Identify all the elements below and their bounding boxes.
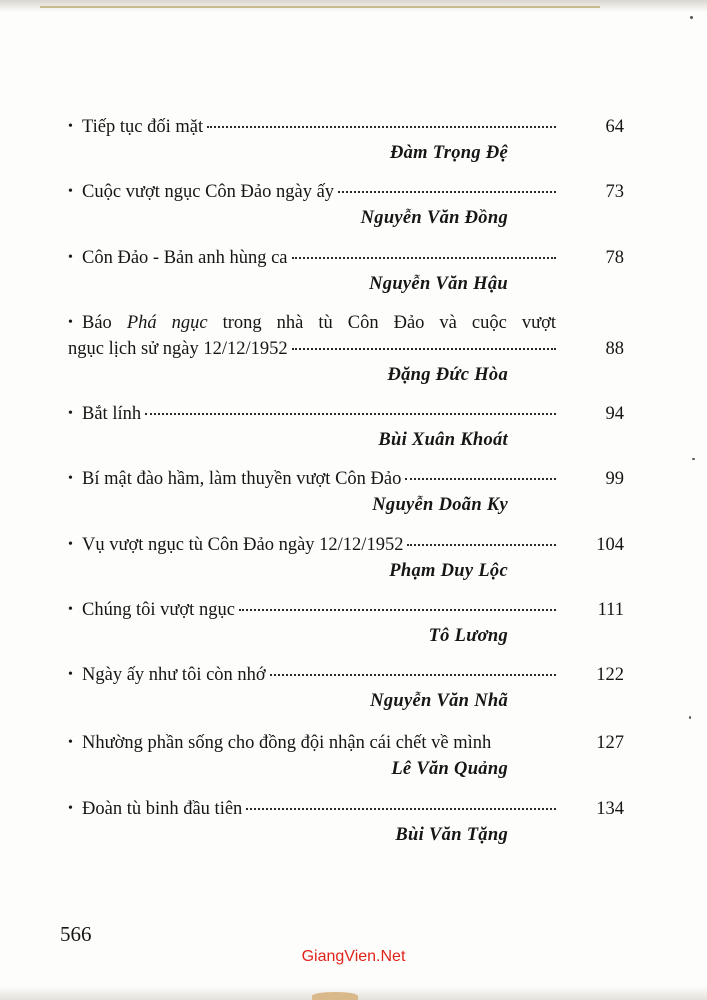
toc-title-part: ngục lịch sử ngày 12/12/1952 [68, 339, 288, 359]
toc-author: Phạm Duy Lộc [389, 561, 508, 581]
toc-author: Đặng Đức Hòa [387, 365, 508, 385]
dot-leader [407, 544, 556, 546]
bullet-icon: • [68, 602, 73, 617]
watermark-text: GiangVien.Net [301, 948, 406, 965]
bullet-icon: • [68, 184, 73, 199]
page-top-rule [40, 6, 600, 8]
toc-title: Ngày ấy như tôi còn nhớ [82, 665, 266, 685]
toc-title: Tiếp tục đối mặt [82, 117, 204, 137]
toc-page-number: 111 [597, 600, 624, 620]
page-number-footer: 566 [60, 922, 92, 946]
toc-page-number: 104 [596, 535, 624, 555]
toc-entry[interactable] [68, 731, 624, 779]
dot-leader [239, 609, 556, 611]
toc-title-line [68, 246, 556, 270]
toc-title-line [68, 337, 556, 361]
toc-author: Lê Văn Quảng [391, 759, 508, 779]
toc-page-number: 94 [605, 404, 624, 424]
toc-page-number: 73 [605, 182, 624, 202]
toc-title: Vụ vượt ngục tù Côn Đảo ngày 12/12/1952 [82, 535, 404, 555]
toc-title-line [68, 797, 556, 821]
dot-leader [338, 191, 556, 193]
toc-author: Nguyễn Văn Hậu [369, 274, 508, 294]
toc-author: Nguyễn Doãn Ky [372, 495, 508, 515]
toc-author: Tô Lương [428, 626, 508, 646]
bullet-icon: • [68, 801, 73, 816]
bullet-icon: • [68, 250, 73, 265]
dot-leader [405, 478, 556, 480]
toc-entry[interactable] [68, 467, 624, 515]
toc-entry[interactable] [68, 797, 624, 845]
toc-title-line [68, 663, 556, 687]
toc-page-number: 127 [596, 733, 624, 753]
toc-page-number: 64 [605, 117, 624, 137]
toc-title: Chúng tôi vượt ngục [82, 600, 235, 620]
toc-author: Nguyễn Văn Đồng [360, 208, 508, 228]
dot-leader [207, 126, 556, 128]
dot-leader [246, 808, 556, 810]
toc-title-part: trong nhà tù Côn Đảo và cuộc vượt [222, 313, 557, 333]
bullet-icon: • [68, 537, 73, 552]
toc-title-line [68, 311, 556, 335]
dot-leader [145, 413, 556, 415]
bullet-icon: • [68, 735, 73, 750]
toc-page-number: 88 [605, 339, 624, 359]
bullet-icon: • [68, 471, 73, 486]
bullet-icon: • [68, 119, 73, 134]
toc-title-line [68, 402, 556, 426]
bullet-icon: • [68, 667, 73, 682]
scan-speck [689, 716, 691, 719]
toc-entry[interactable] [68, 402, 624, 450]
toc-title: Côn Đảo - Bản anh hùng ca [82, 248, 288, 268]
dot-leader [292, 348, 556, 350]
toc-page-number: 122 [596, 665, 624, 685]
dot-leader [292, 257, 556, 259]
toc-title: Bí mật đào hầm, làm thuyền vượt Côn Đảo [82, 469, 402, 489]
toc-title-line [68, 598, 556, 622]
toc-title-line [68, 180, 556, 204]
toc-title-line [68, 115, 556, 139]
toc-title: Cuộc vượt ngục Côn Đảo ngày ấy [82, 182, 335, 202]
toc-title-line [68, 533, 556, 557]
toc-title-line [68, 467, 556, 491]
toc-author: Đàm Trọng Đệ [389, 143, 508, 163]
toc-author: Bùi Xuân Khoát [378, 430, 508, 450]
toc-author: Bùi Văn Tặng [395, 825, 508, 845]
scan-speck [692, 458, 695, 460]
toc-title-part: Báo [82, 313, 112, 333]
toc-entry[interactable] [68, 663, 624, 711]
toc-title: Bắt lính [82, 404, 142, 424]
toc-entry[interactable] [68, 311, 624, 385]
binding-mark [312, 992, 358, 1000]
scan-speck [690, 16, 693, 19]
dot-leader [270, 674, 556, 676]
toc-entry[interactable] [68, 115, 624, 163]
toc-entry[interactable] [68, 533, 624, 581]
bullet-icon: • [68, 315, 73, 330]
toc-entry[interactable] [68, 180, 624, 228]
toc-title: Nhường phần sống cho đồng đội nhận cái chết về mình [82, 733, 492, 753]
toc-entry[interactable] [68, 598, 624, 646]
toc-author: Nguyễn Văn Nhã [370, 691, 508, 711]
toc-title: Đoàn tù binh đầu tiên [82, 799, 243, 819]
toc-page-number: 134 [596, 799, 624, 819]
toc-title-line [68, 731, 556, 755]
toc-page-number: 78 [605, 248, 624, 268]
toc-entry[interactable] [68, 246, 624, 294]
newspaper-title: Phá ngục [126, 313, 208, 333]
toc-page-number: 99 [605, 469, 624, 489]
bullet-icon: • [68, 406, 73, 421]
